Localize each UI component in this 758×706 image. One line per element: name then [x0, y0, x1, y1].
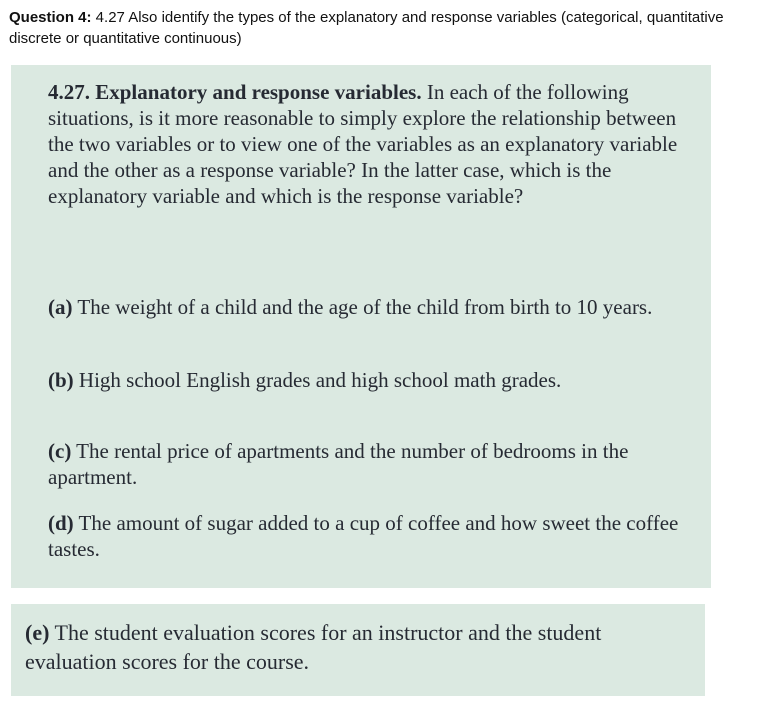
part-c-text: The rental price of apartments and the number of bedrooms in the apartment. — [48, 439, 629, 489]
part-a — [48, 294, 688, 320]
part-d — [48, 510, 688, 562]
exercise-panel — [11, 65, 711, 588]
exercise-title: 4.27. Explanatory and response variables. — [48, 80, 422, 104]
part-e-label: (e) — [25, 620, 50, 645]
part-b — [48, 367, 688, 393]
part-a-label: (a) — [48, 295, 73, 319]
question-label: Question 4: — [9, 9, 92, 26]
part-c-label: (c) — [48, 439, 72, 463]
part-b-text: High school English grades and high school math grades. — [73, 368, 562, 392]
question-text: 4.27 Also identify the types of the explanatory and response variables (categorical, quantitative discrete or quantitative continuous) — [9, 9, 724, 47]
part-b-label: (b) — [48, 368, 74, 392]
question-header — [9, 7, 749, 49]
extra-part-panel — [11, 604, 705, 696]
part-d-label: (d) — [48, 511, 74, 535]
part-a-text: The weight of a child and the age of the child from birth to 10 years. — [72, 295, 653, 319]
part-d-text: The amount of sugar added to a cup of coffee and how sweet the coffee tastes. — [48, 511, 679, 561]
exercise-intro — [48, 79, 688, 209]
part-e — [25, 618, 695, 676]
part-c — [48, 438, 688, 490]
exercise-prompt: In each of the following situations, is it more reasonable to simply explore the relationship between the two variables or to view one of the variables as an explanatory variable and the other as a response variable? In the latter case, which is the explanatory variable and which is the response variable? — [48, 80, 678, 208]
part-e-text: The student evaluation scores for an instructor and the student evaluation scores for the course. — [25, 620, 602, 674]
